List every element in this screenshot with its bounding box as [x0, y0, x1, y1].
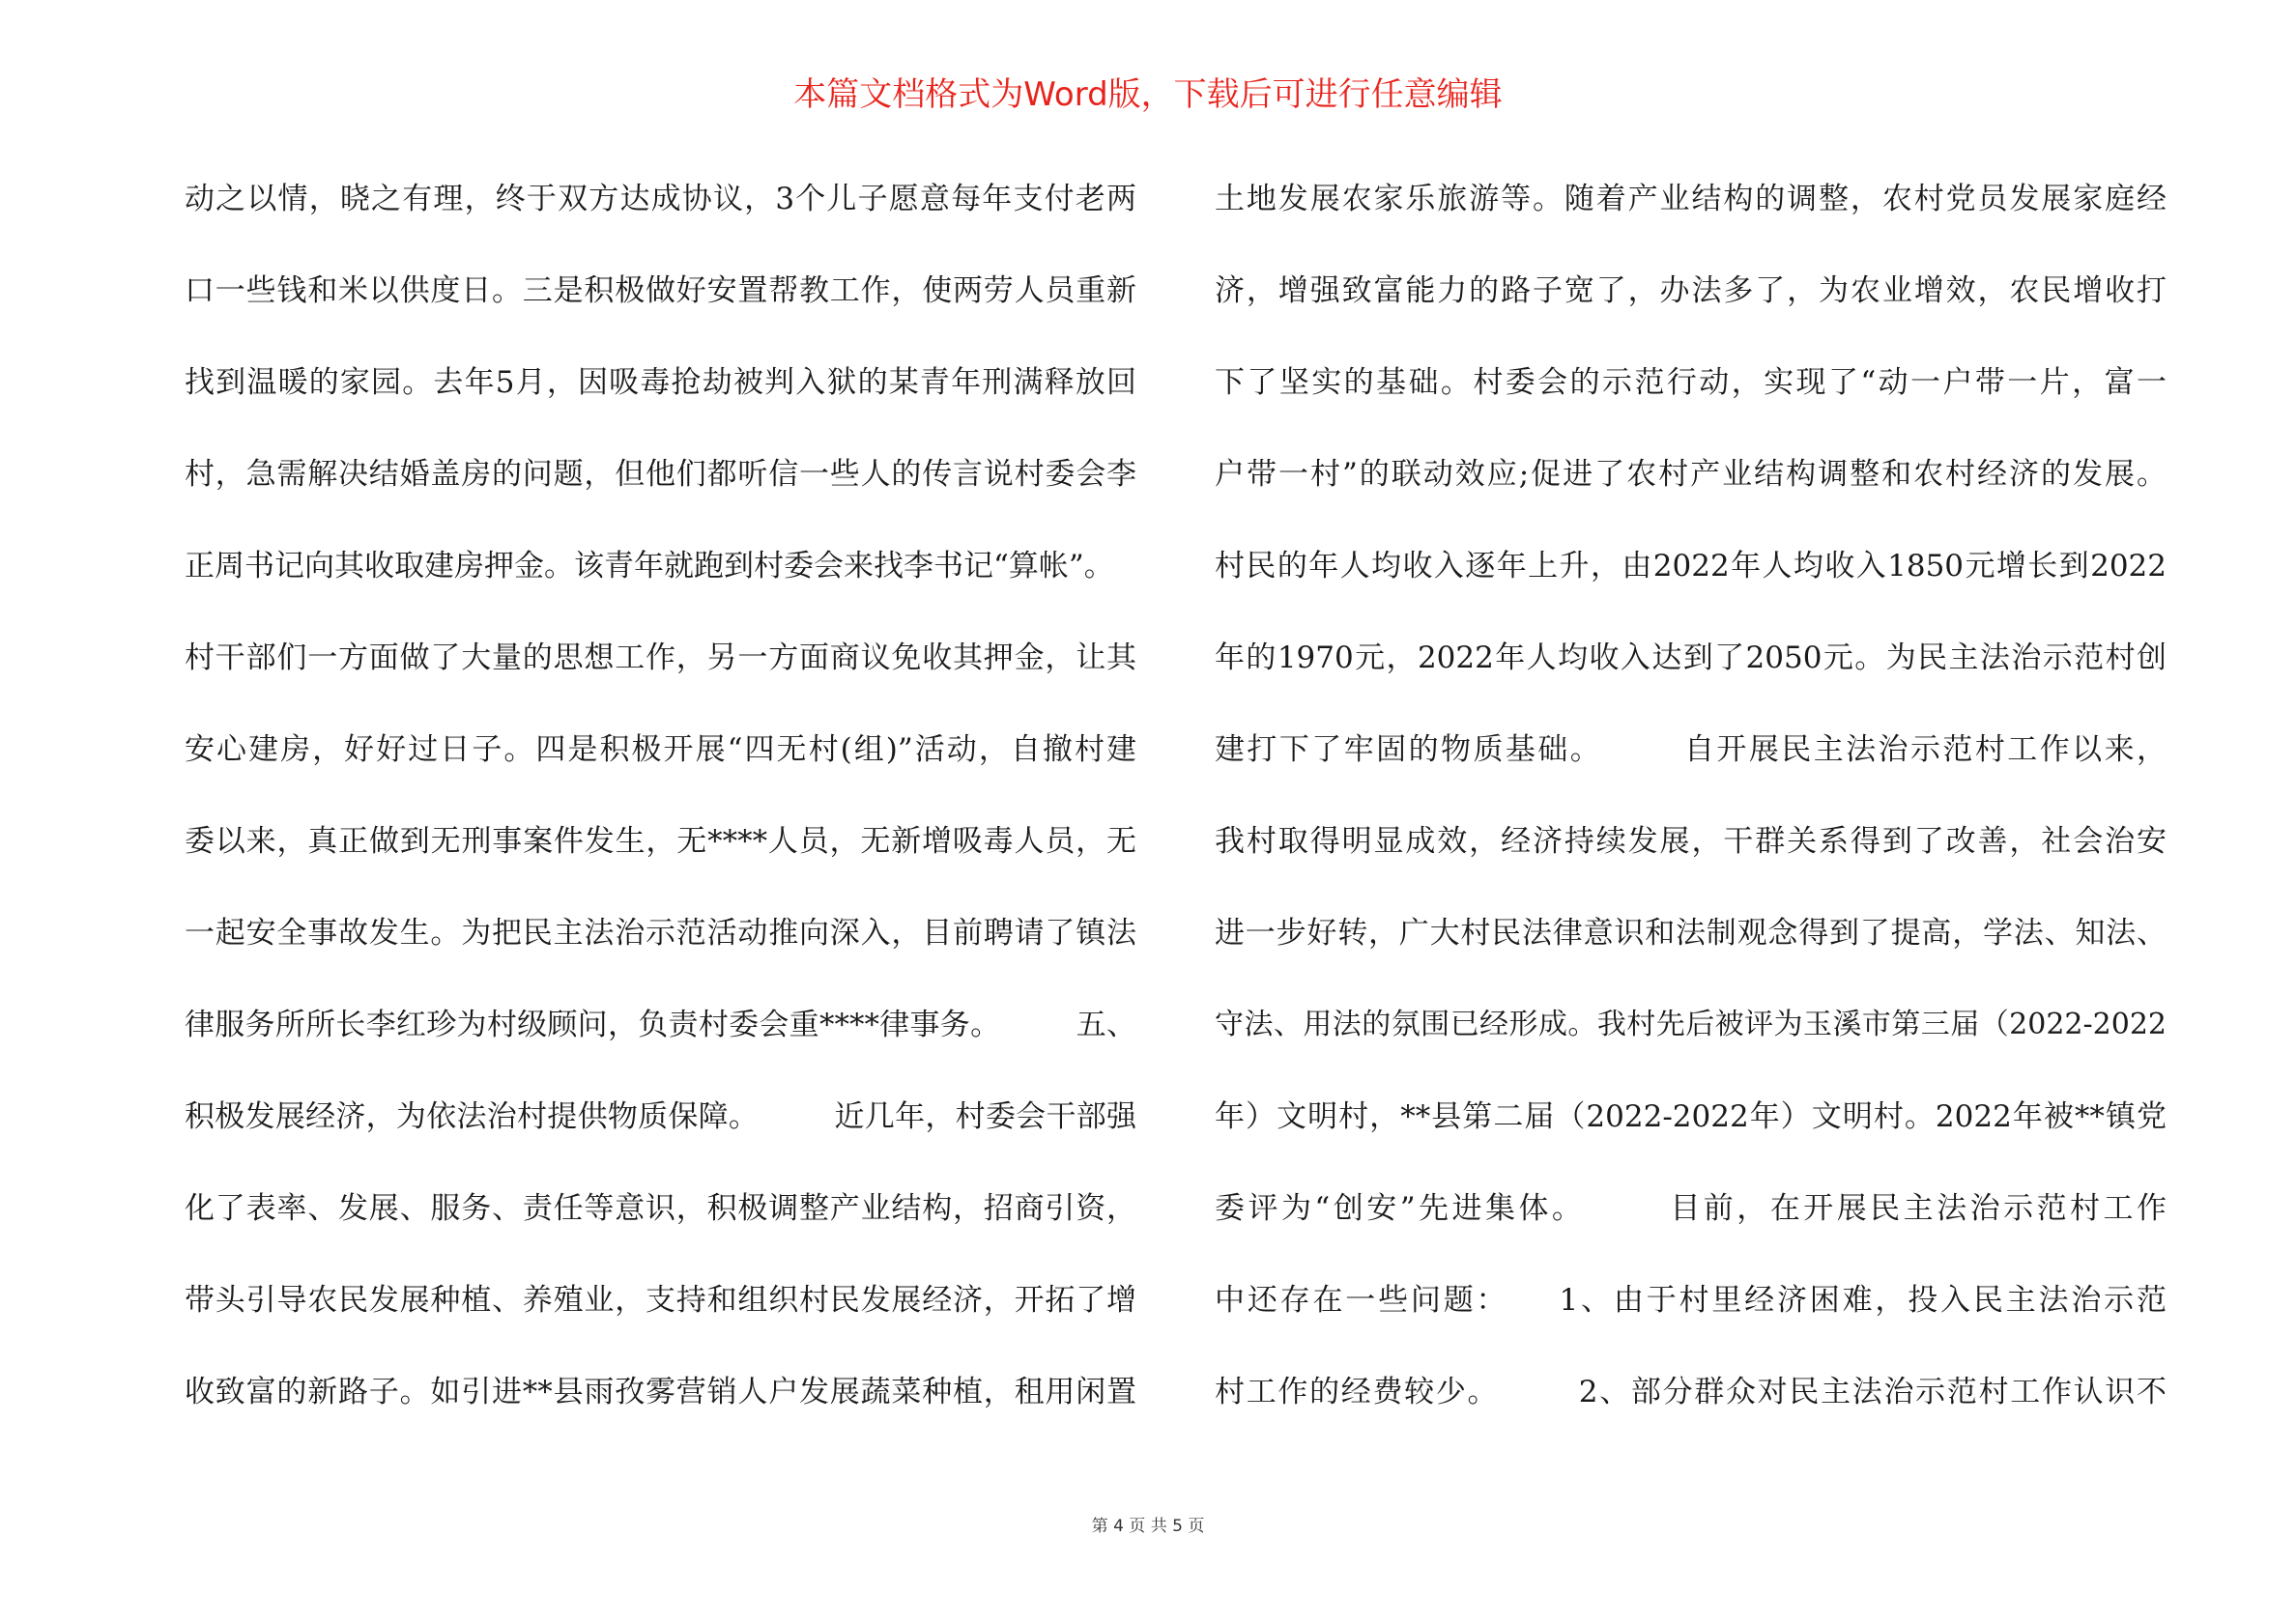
text-line: 积极发展经济，为依法治村提供物质保障。 近几年，村委会干部强 [185, 1099, 1136, 1134]
text-line: 口一些钱和米以供度日。三是积极做好安置帮教工作，使两劳人员重新 [185, 273, 1136, 308]
text-line: 动之以情，晓之有理，终于双方达成协议，3个儿子愿意每年支付老两 [185, 182, 1136, 216]
text-line: 济，增强致富能力的路子宽了，办法多了，为农业增效，农民增收打 [1215, 273, 2167, 308]
text-line: 中还存在一些问题： 1、由于村里经济困难，投入民主法治示范 [1215, 1283, 2167, 1318]
text-line: 带头引导农民发展种植、养殖业，支持和组织村民发展经济，开拓了增 [185, 1283, 1136, 1318]
text-line: 建打下了牢固的物质基础。 自开展民主法治示范村工作以来， [1215, 732, 2167, 767]
text-line: 下了坚实的基础。村委会的示范行动，实现了“动一户带一片，富一 [1215, 365, 2167, 400]
text-line: 进一步好转，广大村民法律意识和法制观念得到了提高，学法、知法、 [1215, 916, 2167, 951]
left-text-column [185, 170, 1136, 1455]
text-line: 化了表率、发展、服务、责任等意识，积极调整产业结构，招商引资， [185, 1191, 1136, 1226]
text-line: 收致富的新路子。如引进**县雨孜雾营销人户发展蔬菜种植，租用闲置 [185, 1375, 1136, 1409]
text-line: 委以来，真正做到无刑事案件发生，无****人员，无新增吸毒人员，无 [185, 824, 1136, 859]
text-line: 村民的年人均收入逐年上升，由2022年人均收入1850元增长到2022 [1215, 549, 2167, 583]
text-line: 找到温暖的家园。去年5月，因吸毒抢劫被判入狱的某青年刑满释放回 [185, 365, 1136, 400]
text-line: 年的1970元，2022年人均收入达到了2050元。为民主法治示范村创 [1215, 640, 2167, 675]
text-line: 律服务所所长李红珍为村级顾问，负责村委会重****律事务。 五、 [185, 1008, 1136, 1042]
text-line: 守法、用法的氛围已经形成。我村先后被评为玉溪市第三届（2022-2022 [1215, 1008, 2167, 1041]
right-text-column [1215, 170, 2167, 1455]
text-line: 村，急需解决结婚盖房的问题，但他们都听信一些人的传言说村委会李 [185, 457, 1136, 492]
text-line: 村干部们一方面做了大量的思想工作，另一方面商议免收其押金，让其 [185, 640, 1136, 675]
text-line: 年）文明村，**县第二届（2022-2022年）文明村。2022年被**镇党 [1215, 1099, 2167, 1134]
text-line: 土地发展农家乐旅游等。随着产业结构的调整，农村党员发展家庭经 [1215, 182, 2167, 216]
text-line: 我村取得明显成效，经济持续发展，干群关系得到了改善，社会治安 [1215, 824, 2167, 859]
text-line: 村工作的经费较少。 2、部分群众对民主法治示范村工作认识不 [1215, 1375, 2167, 1409]
document-banner: 本篇文档格式为Word版，下载后可进行任意编辑 [793, 75, 1503, 114]
page-number: 第 4 页 共 5 页 [1091, 1517, 1205, 1536]
text-line: 安心建房，好好过日子。四是积极开展“四无村(组)”活动，自撤村建 [185, 732, 1136, 767]
text-line: 委评为“创安”先进集体。 目前，在开展民主法治示范村工作 [1215, 1191, 2167, 1226]
text-line: 户带一村”的联动效应;促进了农村产业结构调整和农村经济的发展。 [1215, 457, 2167, 492]
text-line: 一起安全事故发生。为把民主法治示范活动推向深入，目前聘请了镇法 [185, 916, 1136, 951]
text-line: 正周书记向其收取建房押金。该青年就跑到村委会来找李书记“算帐”。 [185, 549, 1114, 583]
